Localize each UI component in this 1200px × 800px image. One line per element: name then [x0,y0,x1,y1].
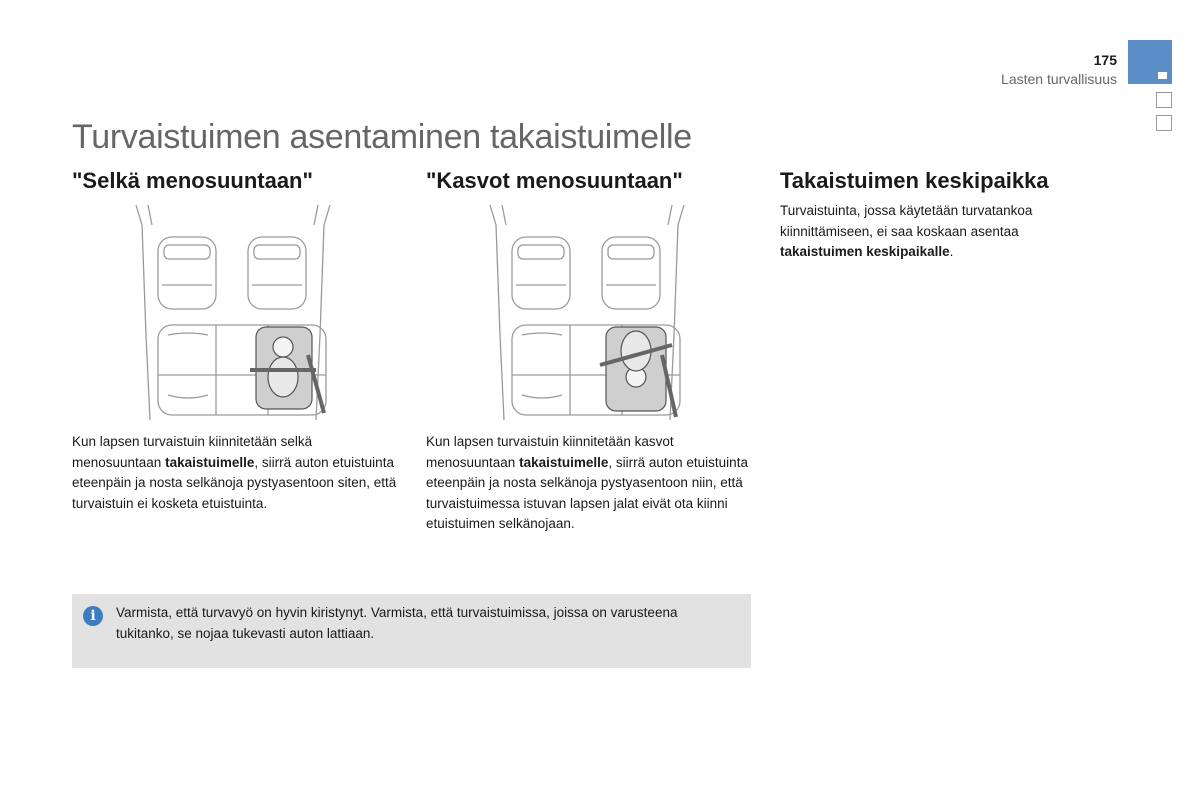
rear-facing-seat-diagram [128,205,338,425]
heading-rear-facing: "Selkä menosuuntaan" [72,168,313,193]
forward-facing-text: Kun lapsen turvaistuin kiinnitetään kasvot menosuuntaan takaistuimelle, siirrä auton etuistuinta eteenpäin ja nosta selkänoja pystyasentoon niin, että turvaistuimessa istuvan lapsen jalat eivät ota kiinni etuistuimen selkänojaan. [426,434,748,531]
info-note [72,594,751,668]
rear-facing-child-seat [250,327,324,413]
section-label: Lasten turvallisuus [1001,71,1117,87]
rear-center-text: Turvaistuinta, jossa käytetään turvatankoa kiinnittämiseen, ei saa koskaan asentaa takaistuimen keskipaikalle. [780,203,1033,259]
chapter-square-1 [1156,92,1172,108]
page-title: Turvaistuimen asentaminen takaistuimelle [72,118,692,156]
rear-facing-text: Kun lapsen turvaistuin kiinnitetään selkä menosuuntaan takaistuimelle, siirrä auton etuistuinta eteenpäin ja nosta selkänoja pystyasentoon siten, että turvaistuin ei kosketa etuistuinta. [72,434,397,511]
info-icon: i [83,606,103,626]
heading-rear-center: Takaistuimen keskipaikka [780,168,1049,193]
chapter-square-2 [1156,115,1172,131]
forward-facing-child-seat [600,327,676,417]
info-note-text: Varmista, että turvavyö on hyvin kiristynyt. Varmista, että turvaistuimissa, joissa on varusteena tukitanko, se nojaa tukevasti auton lattiaan. [116,605,678,641]
chapter-tab-marker [1158,72,1167,79]
heading-forward-facing: "Kasvot menosuuntaan" [426,168,683,193]
forward-facing-seat-diagram [482,205,692,425]
chapter-tab [1128,40,1172,84]
page-number: 175 [1093,52,1117,68]
